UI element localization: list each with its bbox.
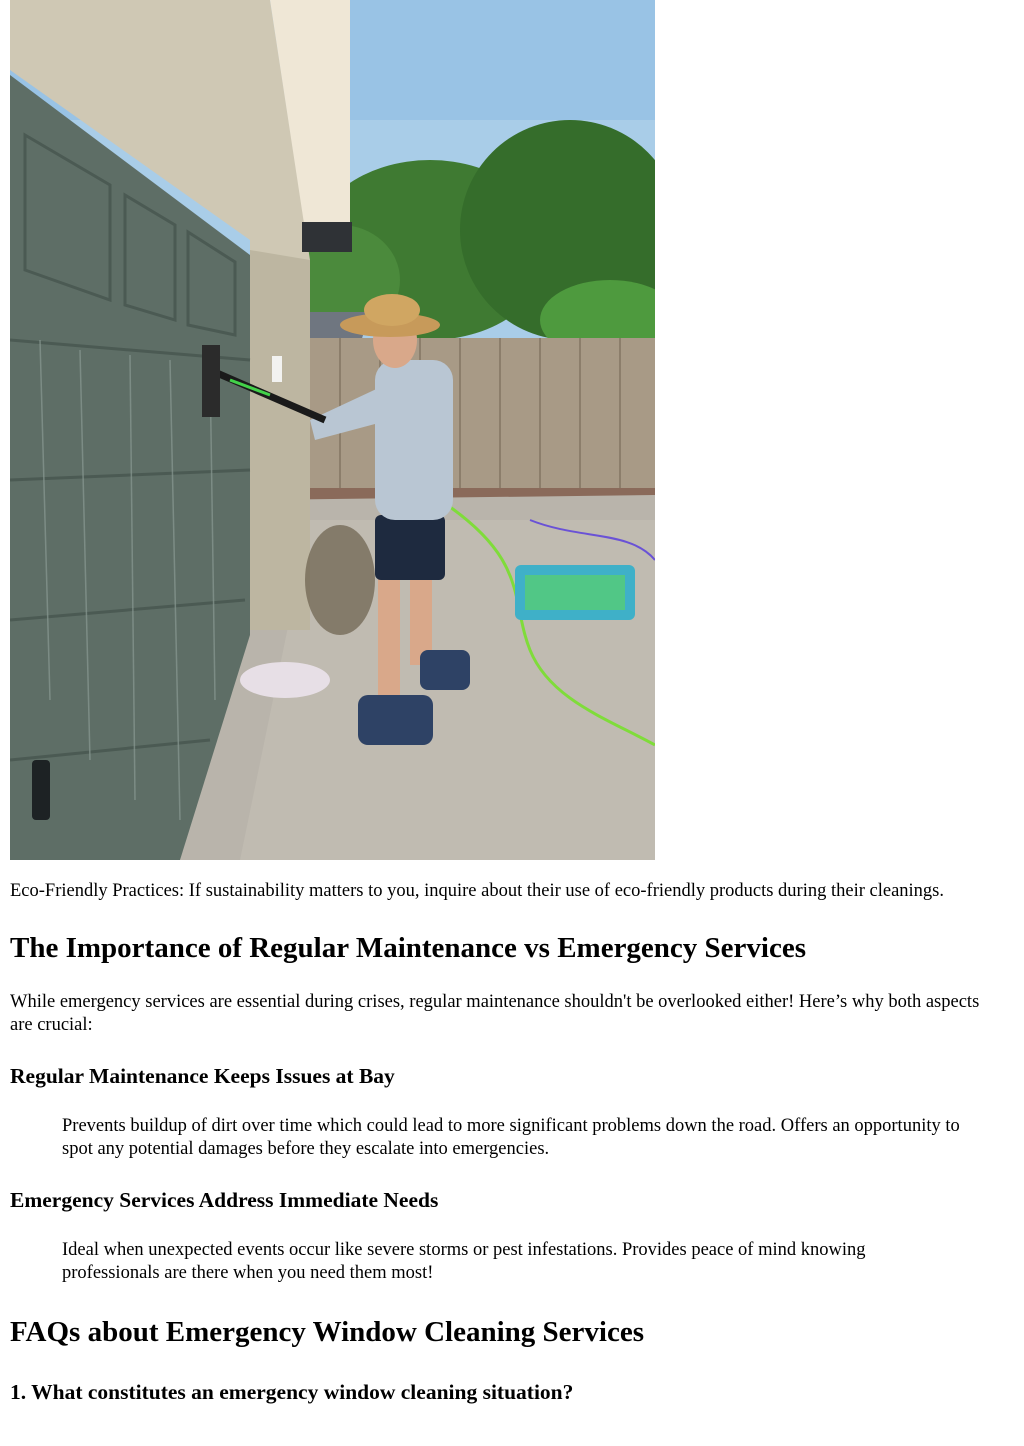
section-paragraph: While emergency services are essential during crises, regular maintenance shouldn't be overlooked either! Here’s why both aspects are crucial: (10, 992, 980, 1035)
subheading-regular-maintenance: Regular Maintenance Keeps Issues at Bay (10, 1064, 395, 1088)
garage-cleaning-illustration (10, 0, 655, 860)
subheading-emergency-services: Emergency Services Address Immediate Needs (10, 1188, 439, 1212)
regular-maintenance-text: Prevents buildup of dirt over time which could lead to more significant problems down the road. Offers an opportunity to spot any potential damages before they escalate into emergencies. (62, 1116, 960, 1159)
document-page (10, 0, 1014, 1405)
faq-question-1: 1. What constitutes an emergency window cleaning situation? (10, 1380, 574, 1404)
intro-paragraph: Eco-Friendly Practices: If sustainability matters to you, inquire about their use of eco-friendly products during their cleanings. (10, 881, 944, 901)
hero-photo (10, 0, 655, 860)
faq-heading: FAQs about Emergency Window Cleaning Services (10, 1316, 644, 1348)
section-heading-maintenance-vs-emergency: The Importance of Regular Maintenance vs Emergency Services (10, 932, 807, 964)
emergency-services-text: Ideal when unexpected events occur like severe storms or pest infestations. Provides peace of mind knowing professionals are there when you need them most! (62, 1240, 866, 1283)
